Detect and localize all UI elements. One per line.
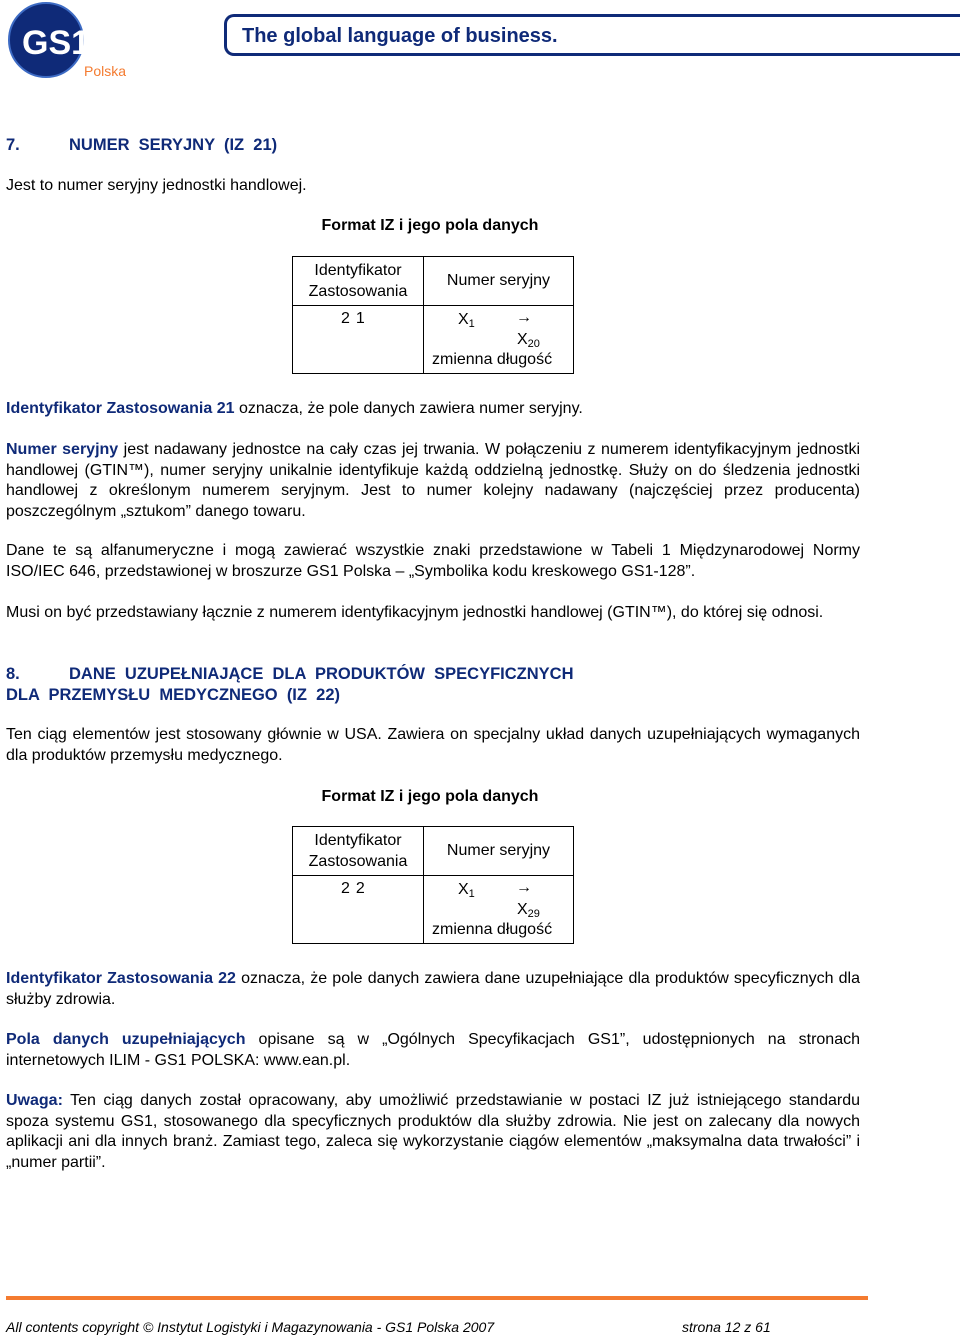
p3-rest: Ten ciąg danych został opracowany, aby umożliwić przedstawianie w postaci IZ już istniejącego standardu spoza systemu GS1, stosowanego dla specyficznych produktów dla służby zdrowia. Nie jest on zalecany dla nowych aplikacji ani dla innych branż. Zamiast tego, zaleca się wykorzystanie ciągów elementów „maksymalna data trwałości” i „numer partii”. — [6, 1092, 860, 1171]
section-8-p2 — [6, 1030, 860, 1071]
x-end-sub: 29 — [527, 908, 540, 920]
ai-header-line1: Identyfikator — [314, 832, 402, 849]
p1-bold: Identyfikator Zastosowania 21 — [6, 400, 235, 417]
x-end — [517, 330, 540, 351]
section-8-format-title: Format IZ i jego pola danych — [321, 788, 539, 805]
logo-text: GS1 — [22, 24, 91, 62]
x-start — [458, 310, 475, 331]
x-end-sub: 20 — [527, 338, 540, 350]
section-7-intro: Jest to numer seryjny jednostki handlowej. — [6, 177, 307, 194]
section-8-p1 — [6, 969, 860, 1010]
footer-page-number: strona 12 z 61 — [682, 1319, 771, 1335]
section-7-p4: Musi on być przedstawiany łącznie z numerem identyfikacyjnym jednostki handlowej (GTIN™), do której się odnosi. — [6, 604, 824, 621]
x-end-letter: X — [517, 331, 528, 348]
footer-divider — [6, 1296, 868, 1300]
p2-bold: Pola danych uzupełniających — [6, 1031, 246, 1048]
arrow-right-icon: → — [516, 879, 532, 896]
section-8-title-line1: DANE UZUPEŁNIAJĄCE DLA PRODUKTÓW SPECYFICZNYCH — [69, 665, 574, 683]
ai-header-cell — [293, 827, 424, 876]
x-end — [517, 900, 540, 921]
x-start-sub: 1 — [468, 888, 475, 900]
gs1-polska-logo — [4, 2, 128, 82]
section-8-title-line2: DLA PRZEMYSŁU MEDYCZNEGO (IZ 22) — [6, 685, 340, 704]
p1-rest: oznacza, że pole danych zawiera dane uzupełniające dla produktów specyficznych dla służby zdrowia. — [6, 970, 861, 1008]
section-7-p1 — [6, 399, 860, 420]
section-7-p2 — [6, 440, 860, 522]
ai-value: 22 — [293, 876, 424, 944]
x-start — [458, 880, 475, 901]
ai-header-line2: Zastosowania — [308, 282, 408, 300]
section-8-heading — [6, 664, 574, 705]
section-8-p3 — [6, 1091, 860, 1173]
field-range-cell — [424, 876, 574, 944]
p1-bold: Identyfikator Zastosowania 22 — [6, 970, 236, 987]
format-title-text: Format IZ i jego pola danych — [321, 217, 539, 234]
length-type: zmienna długość — [432, 921, 553, 938]
logo-sub: Polska — [84, 63, 127, 79]
p2-rest: jest nadawany jednostce na cały czas jej trwania. W połączeniu z numerem identyfikacyjnym jednostki handlowej (GTIN™), numer seryjny unikalnie identyfikuje każdą oddzielną jednostkę. Służy on do śledzenia jednostki handlowej z określonym numerem seryjnym. Jest to numer kolejny nadawany (najczęściej przez producenta) poszczególnym „sztukom” danego towaru. — [6, 441, 861, 520]
p1-rest: oznacza, że pole danych zawiera numer seryjny. — [234, 400, 583, 417]
ai-header-cell — [293, 257, 424, 306]
section-7-p3: Dane te są alfanumeryczne i mogą zawierać wszystkie znaki przedstawione w Tabeli 1 Międzynarodowej Normy ISO/IEC 646, przedstawionej w broszurze GS1 Polska – „Symbolika kodu kreskowego GS1-128”. — [6, 542, 860, 580]
p2-rest: opisane są w „Ogólnych Specyfikacjach GS1”, udostępnionych na stronach internetowych ILIM - GS1 POLSKA: www.ean.pl. — [6, 1031, 861, 1069]
section-7-format-title — [230, 216, 630, 237]
ai-value: 21 — [293, 306, 424, 374]
p2-bold: Numer seryjny — [6, 441, 119, 458]
section-7-title: NUMER SERYJNY (IZ 21) — [69, 136, 278, 154]
p3-bold: Uwaga: — [6, 1092, 63, 1109]
field-range-cell — [424, 306, 574, 374]
section-8-format-table — [292, 826, 574, 944]
footer-copyright: All contents copyright © Instytut Logistyki i Magazynowania - GS1 Polska 2007 — [6, 1319, 495, 1335]
serial-header-cell: Numer seryjny — [424, 827, 574, 876]
ai-header-line2: Zastosowania — [308, 852, 408, 870]
x-start-sub: 1 — [468, 318, 475, 330]
arrow-right-icon: → — [516, 309, 532, 326]
ai-header-line1: Identyfikator — [314, 262, 402, 279]
section-7-number: 7. — [6, 136, 20, 154]
x-start-letter: X — [458, 311, 469, 328]
section-8-number: 8. — [6, 665, 20, 683]
serial-header-cell: Numer seryjny — [424, 257, 574, 306]
length-type: zmienna długość — [432, 351, 553, 368]
x-start-letter: X — [458, 881, 469, 898]
x-end-letter: X — [517, 901, 528, 918]
section-8-intro: Ten ciąg elementów jest stosowany głównie w USA. Zawiera on specjalny układ danych uzupełniających wymaganych dla produktów przemysłu medycznego. — [6, 726, 860, 764]
tagline: The global language of business. — [242, 25, 558, 47]
section-7-format-table — [292, 256, 574, 374]
section-7-heading — [6, 135, 277, 156]
